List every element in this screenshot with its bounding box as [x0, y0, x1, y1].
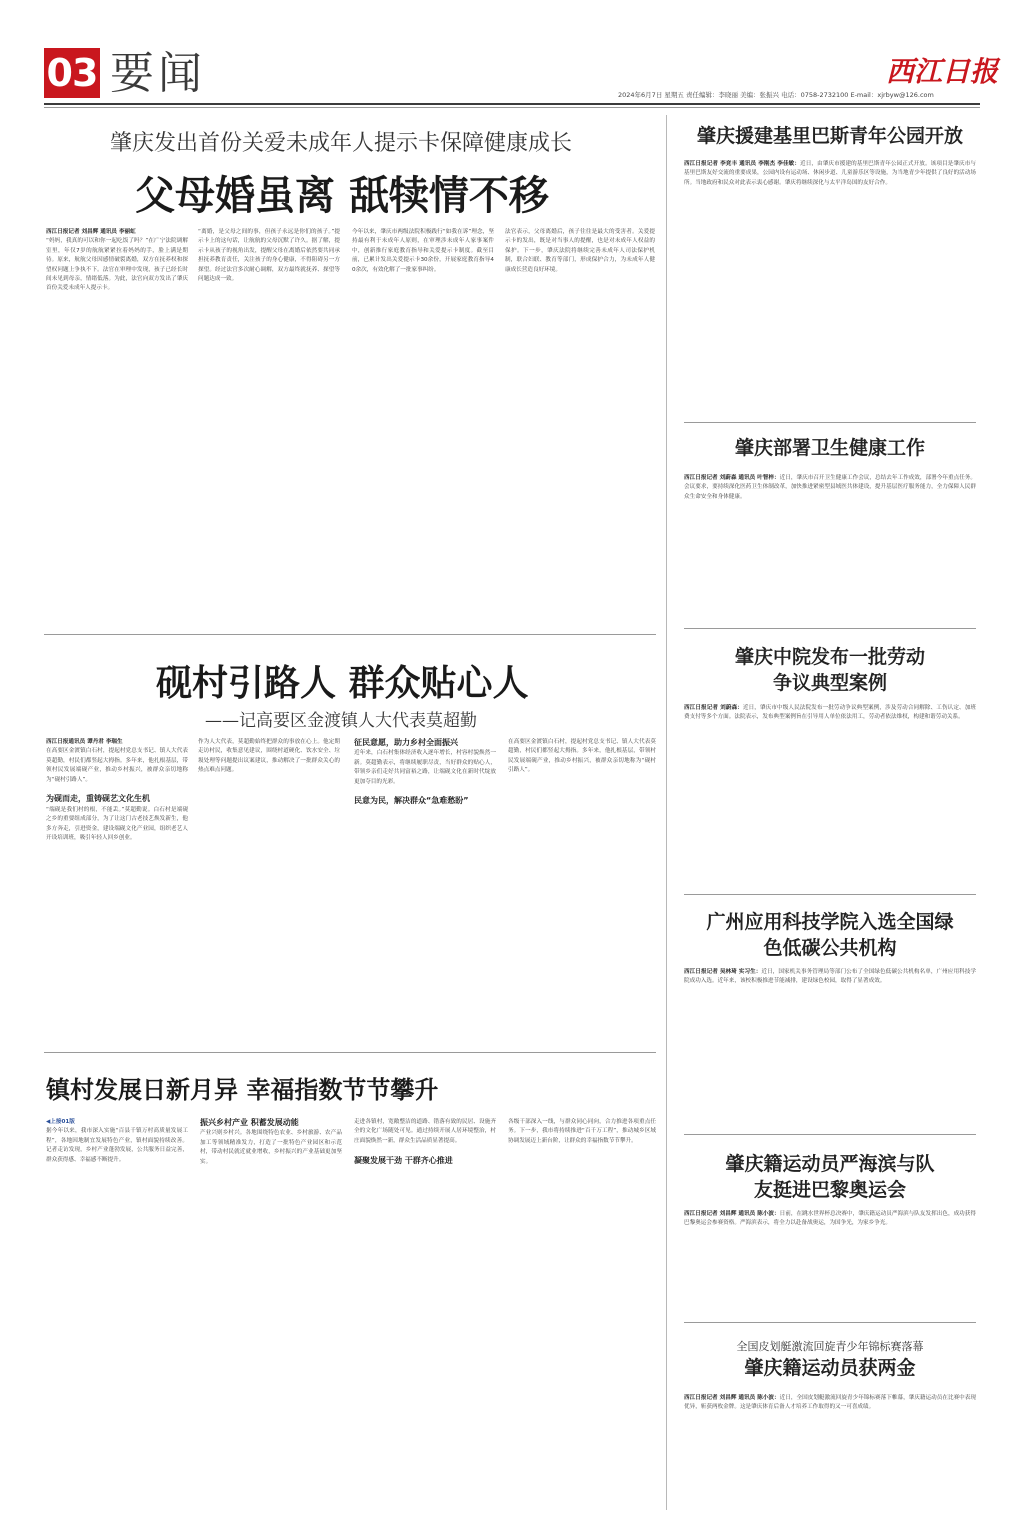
article-body-column: 在高要区金渡镇白石村，提起村党总支书记、镇人大代表莫超勤，村民们都竖起大拇指。多年来，他扎根基层，带领村民发展端砚产业，推动乡村振兴，被群众亲切地称为“砚村引路人”。: [508, 739, 656, 774]
article-headline: 父母婚虽离 舐犊情不移: [135, 173, 549, 219]
article-text: 近年来，白石村集体经济收入逐年增长，村容村貌焕然一新。莫超勤表示，将继续履职尽责，当好群众的贴心人，带领乡亲们走好共同富裕之路，让端砚文化在新时代绽放更加夺目的光彩。: [354, 750, 496, 785]
article-jump-line: ◀上接01版: [46, 1119, 75, 1125]
article-headline: 砚村引路人 群众贴心人: [156, 663, 529, 704]
article-kicker: 肇庆发出首份关爱未成年人提示卡保障健康成长: [110, 131, 573, 156]
sidebar-separator: [684, 628, 976, 629]
sidebar-byline: 西江日报记者 刘昌辉 通讯员 陈小波：: [684, 1211, 780, 1217]
sidebar-body: [684, 704, 976, 884]
newspaper-logo: 西江日报: [886, 55, 999, 88]
article-body-column: [46, 1118, 188, 1496]
article-text: “端砚是我们村的根，不能丢。”莫超勤说。白石村是端砚之乡的重要组成部分，为了让这门古老技艺焕发新生，他多方奔走，引进资金，建设端砚文化产业园，组织老艺人开设培训班，吸引年轻人回乡创业。: [46, 806, 188, 842]
article-text: 在高要区金渡镇白石村，提起村党总支书记、镇人大代表莫超勤，村民们都竖起大拇指。多年来，他扎根基层，带领村民发展端砚产业，推动乡村振兴，被群众亲切地称为“砚村引路人”。: [46, 748, 188, 783]
article-subhead: 为砚而走，重铸砚艺文化生机: [46, 794, 150, 804]
article-headline: 镇村发展日新月异 幸福指数节节攀升: [46, 1076, 439, 1104]
sidebar-body: [684, 968, 976, 1118]
sidebar-separator: [684, 422, 976, 423]
sidebar-text: 近日，全国皮划艇激流回旋青少年锦标赛落下帷幕，肇庆籍运动员在比赛中表现优异，斩获两枚金牌。这是肇庆体育后备人才培养工作取得的又一可喜成绩。: [684, 1395, 976, 1411]
column-divider: [666, 115, 667, 1510]
sidebar-body: [684, 1394, 976, 1494]
sidebar-text: 近日，由肇庆市援建的基里巴斯青年公园正式开放。该项目是肇庆市与基里巴斯友好交流的重要成果，公园内设有运动场、休闲步道、儿童游乐区等设施，为当地青少年提供了良好的活动场所。当地政府和民众对此表示衷心感谢。肇庆将继续深化与太平洋岛国的友好合作。: [684, 161, 976, 186]
article-subhead: 民意为民，解决群众“急难愁盼”: [354, 796, 469, 806]
article-subhead: 征民意愿，助力乡村全面振兴: [354, 738, 458, 747]
article-text: 走进各镇村，宽敞整洁的道路、错落有致的民居、设施齐全的文化广场随处可见。通过持续开展人居环境整治，村庄面貌焕然一新，群众生活品质显著提高。: [354, 1119, 496, 1144]
article-body-column: 作为人大代表，莫超勤始终把群众的事放在心上。他定期走访村民，收集意见建议，围绕村道硬化、饮水安全、垃圾处理等问题提出议案建议，推动解决了一批群众关心的热点难点问题。: [198, 739, 340, 774]
sidebar-separator: [684, 1134, 976, 1135]
sidebar-headline: 肇庆籍运动员严海滨与队友挺进巴黎奥运会: [725, 1153, 935, 1201]
masthead-rule: [44, 103, 980, 105]
article-subhead: 振兴乡村产业 积蓄发展动能: [200, 1118, 299, 1127]
article-body-column: 各级干部深入一线，与群众同心同向，合力推进各项重点任务。下一步，我市将持续推进“百千万工程”，推动城乡区域协调发展迈上新台阶，让群众的幸福指数节节攀升。: [508, 1119, 656, 1144]
page-number: 03: [44, 48, 100, 98]
article-body-column: [354, 1118, 496, 1496]
sidebar-headline: 广州应用科技学院入选全国绿色低碳公共机构: [706, 911, 954, 959]
sidebar-separator: [684, 894, 976, 895]
sidebar-body: [684, 160, 976, 410]
sidebar-byline: 西江日报记者 刘蔚森 通讯员 叶智梓：: [684, 475, 780, 481]
sidebar-byline: 西江日报记者 刘蔚森：: [684, 705, 743, 711]
sidebar-byline: 西江日报记者 吴林琦 实习生：: [684, 969, 762, 975]
section-title: 要闻: [110, 48, 206, 99]
sidebar-kicker: 全国皮划艇激流回旋青少年锦标赛落幕: [736, 1340, 924, 1353]
sidebar-separator: [684, 1322, 976, 1323]
sidebar-headline: 肇庆籍运动员获两金: [744, 1357, 916, 1379]
date-line: 2024年6月7日 星期五 责任编辑：李晓丽 美编：张振兴 电话：0758-2732100 E-mail：xjrbyw@126.com: [618, 91, 934, 99]
sidebar-headline: 肇庆部署卫生健康工作: [734, 437, 925, 459]
article-subhead: 凝聚发展干劲 干群齐心推进: [354, 1155, 453, 1165]
article-body-column: [46, 738, 188, 1038]
article-text: 据今年以来，我市深入实施“百县千镇万村高质量发展工程”，各地因地制宜发展特色产业，镇村面貌持续改善。记者走访发现，乡村产业蓬勃发展，公共服务日益完善，群众获得感、幸福感不断提升。: [46, 1128, 188, 1163]
article-body-column: “离婚，是父母之间的事，但孩子永远是你们的孩子。”提示卡上的这句话，让航航的父母沉默了许久。据了解，提示卡从孩子的视角出发，提醒父母在离婚后依然要共同承担抚养教育责任，关注孩子的身心健康，不得阻碍另一方探望。经过法官多次耐心调解，双方最终就抚养、探望等问题达成一致。: [198, 229, 340, 283]
article-subtitle: ——记高要区金渡镇人大代表莫超勤: [205, 711, 477, 731]
sidebar-text: 近日，国家机关事务管理局等部门公布了全国绿色低碳公共机构名单，广州应用科技学院成功入选。近年来，该校积极推进节能减排，建设绿色校园，取得了显著成效。: [684, 969, 976, 985]
masthead-rule-thin: [44, 107, 980, 108]
sidebar-text: 近日，肇庆市召开卫生健康工作会议，总结去年工作成效，部署今年重点任务。会议要求，要持续深化医药卫生体制改革，加快推进紧密型县域医共体建设，提升基层医疗服务能力，全力保障人民群众生命安全和身体健康。: [684, 475, 976, 500]
sidebar-headline: 肇庆中院发布一批劳动争议典型案例: [734, 646, 925, 694]
sidebar-body: [684, 474, 976, 614]
article-byline: 西江日报通讯员 谭丹君 李瑞生: [46, 739, 123, 745]
article-text: 产业兴则乡村兴。各地围绕特色农业、乡村旅游、农产品加工等领域精准发力，打造了一批特色产业园区和示范村，带动村民就近就业增收，乡村振兴的产业基础更加坚实。: [200, 1130, 342, 1165]
article-body-column: [46, 228, 188, 618]
sidebar-byline: 西江日报记者 刘昌辉 通讯员 陈小波：: [684, 1395, 780, 1401]
article-text: “妈妈，我真的可以和你一起吃饭了吗？”在广宁法院调解室里，年仅7岁的航航紧紧拉着妈妈的手，脸上满是期待。原来，航航父母因感情破裂离婚，双方在抚养权和探望权问题上争执不下。法官在审理中发现，孩子已经长时间未见到母亲，情绪低落。为此，法官向双方发出了肇庆首份关爱未成年人提示卡。: [46, 238, 188, 292]
article-body-column: 法官表示，父母离婚后，孩子往往是最大的受害者。关爱提示卡的发出，既是对当事人的提醒，也是对未成年人权益的保护。下一步，肇庆法院将继续完善未成年人司法保护机制，联合妇联、教育等部门，形成保护合力，为未成年人健康成长营造良好环境。: [505, 229, 655, 273]
sidebar-body: [684, 1210, 976, 1310]
sidebar-byline: 西江日报记者 李竞丰 通讯员 李刚杰 李佳敏：: [684, 161, 801, 167]
article-body-column: 今年以来，肇庆市两级法院积极践行“如我在诉”理念，坚持最有利于未成年人原则，在审理涉未成年人家事案件中，创新推行家庭教育指导和关爱提示卡制度。截至目前，已累计发出关爱提示卡30余份，开展家庭教育指导40余次，有效化解了一批家事纠纷。: [352, 229, 494, 273]
sidebar-text: 近日，肇庆市中级人民法院发布一批劳动争议典型案例，涉及劳动合同解除、工伤认定、加班费支付等多个方面。法院表示，发布典型案例旨在引导用人单位依法用工，劳动者依法维权，构建和谐劳动关系。: [684, 705, 976, 721]
sidebar-headline: 肇庆援建基里巴斯青年公园开放: [696, 125, 963, 147]
article-separator: [44, 1052, 656, 1053]
article-body-column: [200, 1118, 342, 1496]
article-separator: [44, 634, 656, 635]
article-byline: 西江日报记者 刘昌辉 通讯员 李丽虹: [46, 229, 136, 235]
sidebar-text: 日前，在跳水世界杯总决赛中，肇庆籍运动员严海滨与队友发挥出色，成功获得巴黎奥运会参赛资格。严海滨表示，将全力以赴备战奥运，为国争光，为家乡争光。: [684, 1211, 976, 1227]
article-body-column: [354, 738, 496, 1038]
